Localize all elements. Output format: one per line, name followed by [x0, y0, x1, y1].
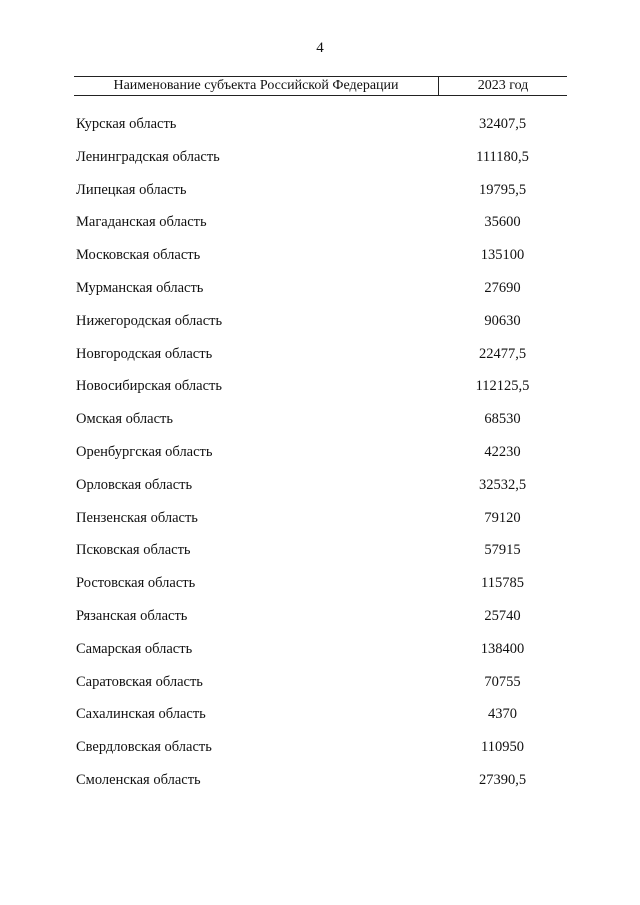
- region-name: Сахалинская область: [76, 706, 206, 723]
- table-row: [74, 573, 567, 606]
- region-value: 25740: [484, 607, 521, 624]
- region-value: 19795,5: [478, 181, 527, 198]
- header-region-name: Наименование субъекта Российской Федерации: [74, 77, 439, 95]
- region-value: 22477,5: [478, 345, 527, 362]
- region-value: 70755: [484, 673, 521, 690]
- table-body: [74, 114, 567, 803]
- region-name: Саратовская область: [76, 673, 203, 690]
- table-row: [74, 147, 567, 180]
- table-header: [74, 76, 567, 96]
- table-row: [74, 311, 567, 344]
- region-value: 27390,5: [478, 771, 527, 788]
- region-value: 135100: [480, 247, 525, 264]
- region-value: 32407,5: [478, 116, 527, 132]
- region-value: 4370: [488, 706, 517, 723]
- region-name: Самарская область: [76, 640, 193, 657]
- table-row: [74, 475, 567, 508]
- region-name: Псковская область: [76, 542, 191, 559]
- data-table: [74, 76, 567, 803]
- table-row: [74, 770, 567, 803]
- region-name: Рязанская область: [76, 607, 188, 624]
- table-row: [74, 376, 567, 409]
- region-value: 138400: [480, 640, 525, 657]
- region-value: 110950: [481, 739, 524, 756]
- region-name: Оренбургская область: [76, 443, 213, 460]
- table-row: [74, 409, 567, 442]
- region-name: Нижегородская область: [76, 312, 223, 329]
- region-name: Липецкая область: [76, 181, 187, 198]
- table-row: [74, 639, 567, 672]
- table-row: [74, 540, 567, 573]
- region-name: Пензенская область: [76, 509, 198, 526]
- region-name: Ленинградская область: [76, 148, 220, 165]
- region-value: 57915: [484, 542, 521, 559]
- region-name: Ростовская область: [76, 575, 196, 592]
- table-row: [74, 508, 567, 541]
- table-row: [74, 672, 567, 705]
- region-name: Мурманская область: [76, 279, 204, 296]
- table-row: [74, 278, 567, 311]
- table-row: [74, 442, 567, 475]
- header-year: 2023 год: [477, 78, 529, 93]
- region-value: 32532,5: [478, 476, 527, 493]
- page-number: 4: [316, 40, 324, 56]
- region-name: Магаданская область: [76, 214, 207, 231]
- region-name: Орловская область: [76, 476, 193, 493]
- region-value: 115785: [481, 575, 524, 592]
- table-row: [74, 212, 567, 245]
- table-row: [74, 704, 567, 737]
- region-value: 35600: [484, 214, 521, 231]
- region-value: 68530: [484, 411, 521, 428]
- region-name: Московская область: [76, 247, 201, 264]
- region-value: 90630: [484, 312, 521, 329]
- region-value: 111180,5: [476, 148, 529, 165]
- region-value: 42230: [484, 443, 521, 460]
- region-name: Новосибирская область: [76, 378, 222, 395]
- table-row: [74, 737, 567, 770]
- region-value: 112125,5: [475, 378, 530, 395]
- region-name: Свердловская область: [76, 739, 212, 756]
- region-value: 79120: [484, 509, 521, 526]
- table-row: [74, 344, 567, 377]
- region-name: Курская область: [76, 116, 177, 132]
- region-name: Омская область: [76, 411, 173, 428]
- region-value: 27690: [484, 279, 521, 296]
- region-name: Смоленская область: [76, 771, 201, 788]
- region-name: Новгородская область: [76, 345, 213, 362]
- table-row: [74, 180, 567, 213]
- table-row: [74, 114, 567, 147]
- table-row: [74, 606, 567, 639]
- table-row: [74, 245, 567, 278]
